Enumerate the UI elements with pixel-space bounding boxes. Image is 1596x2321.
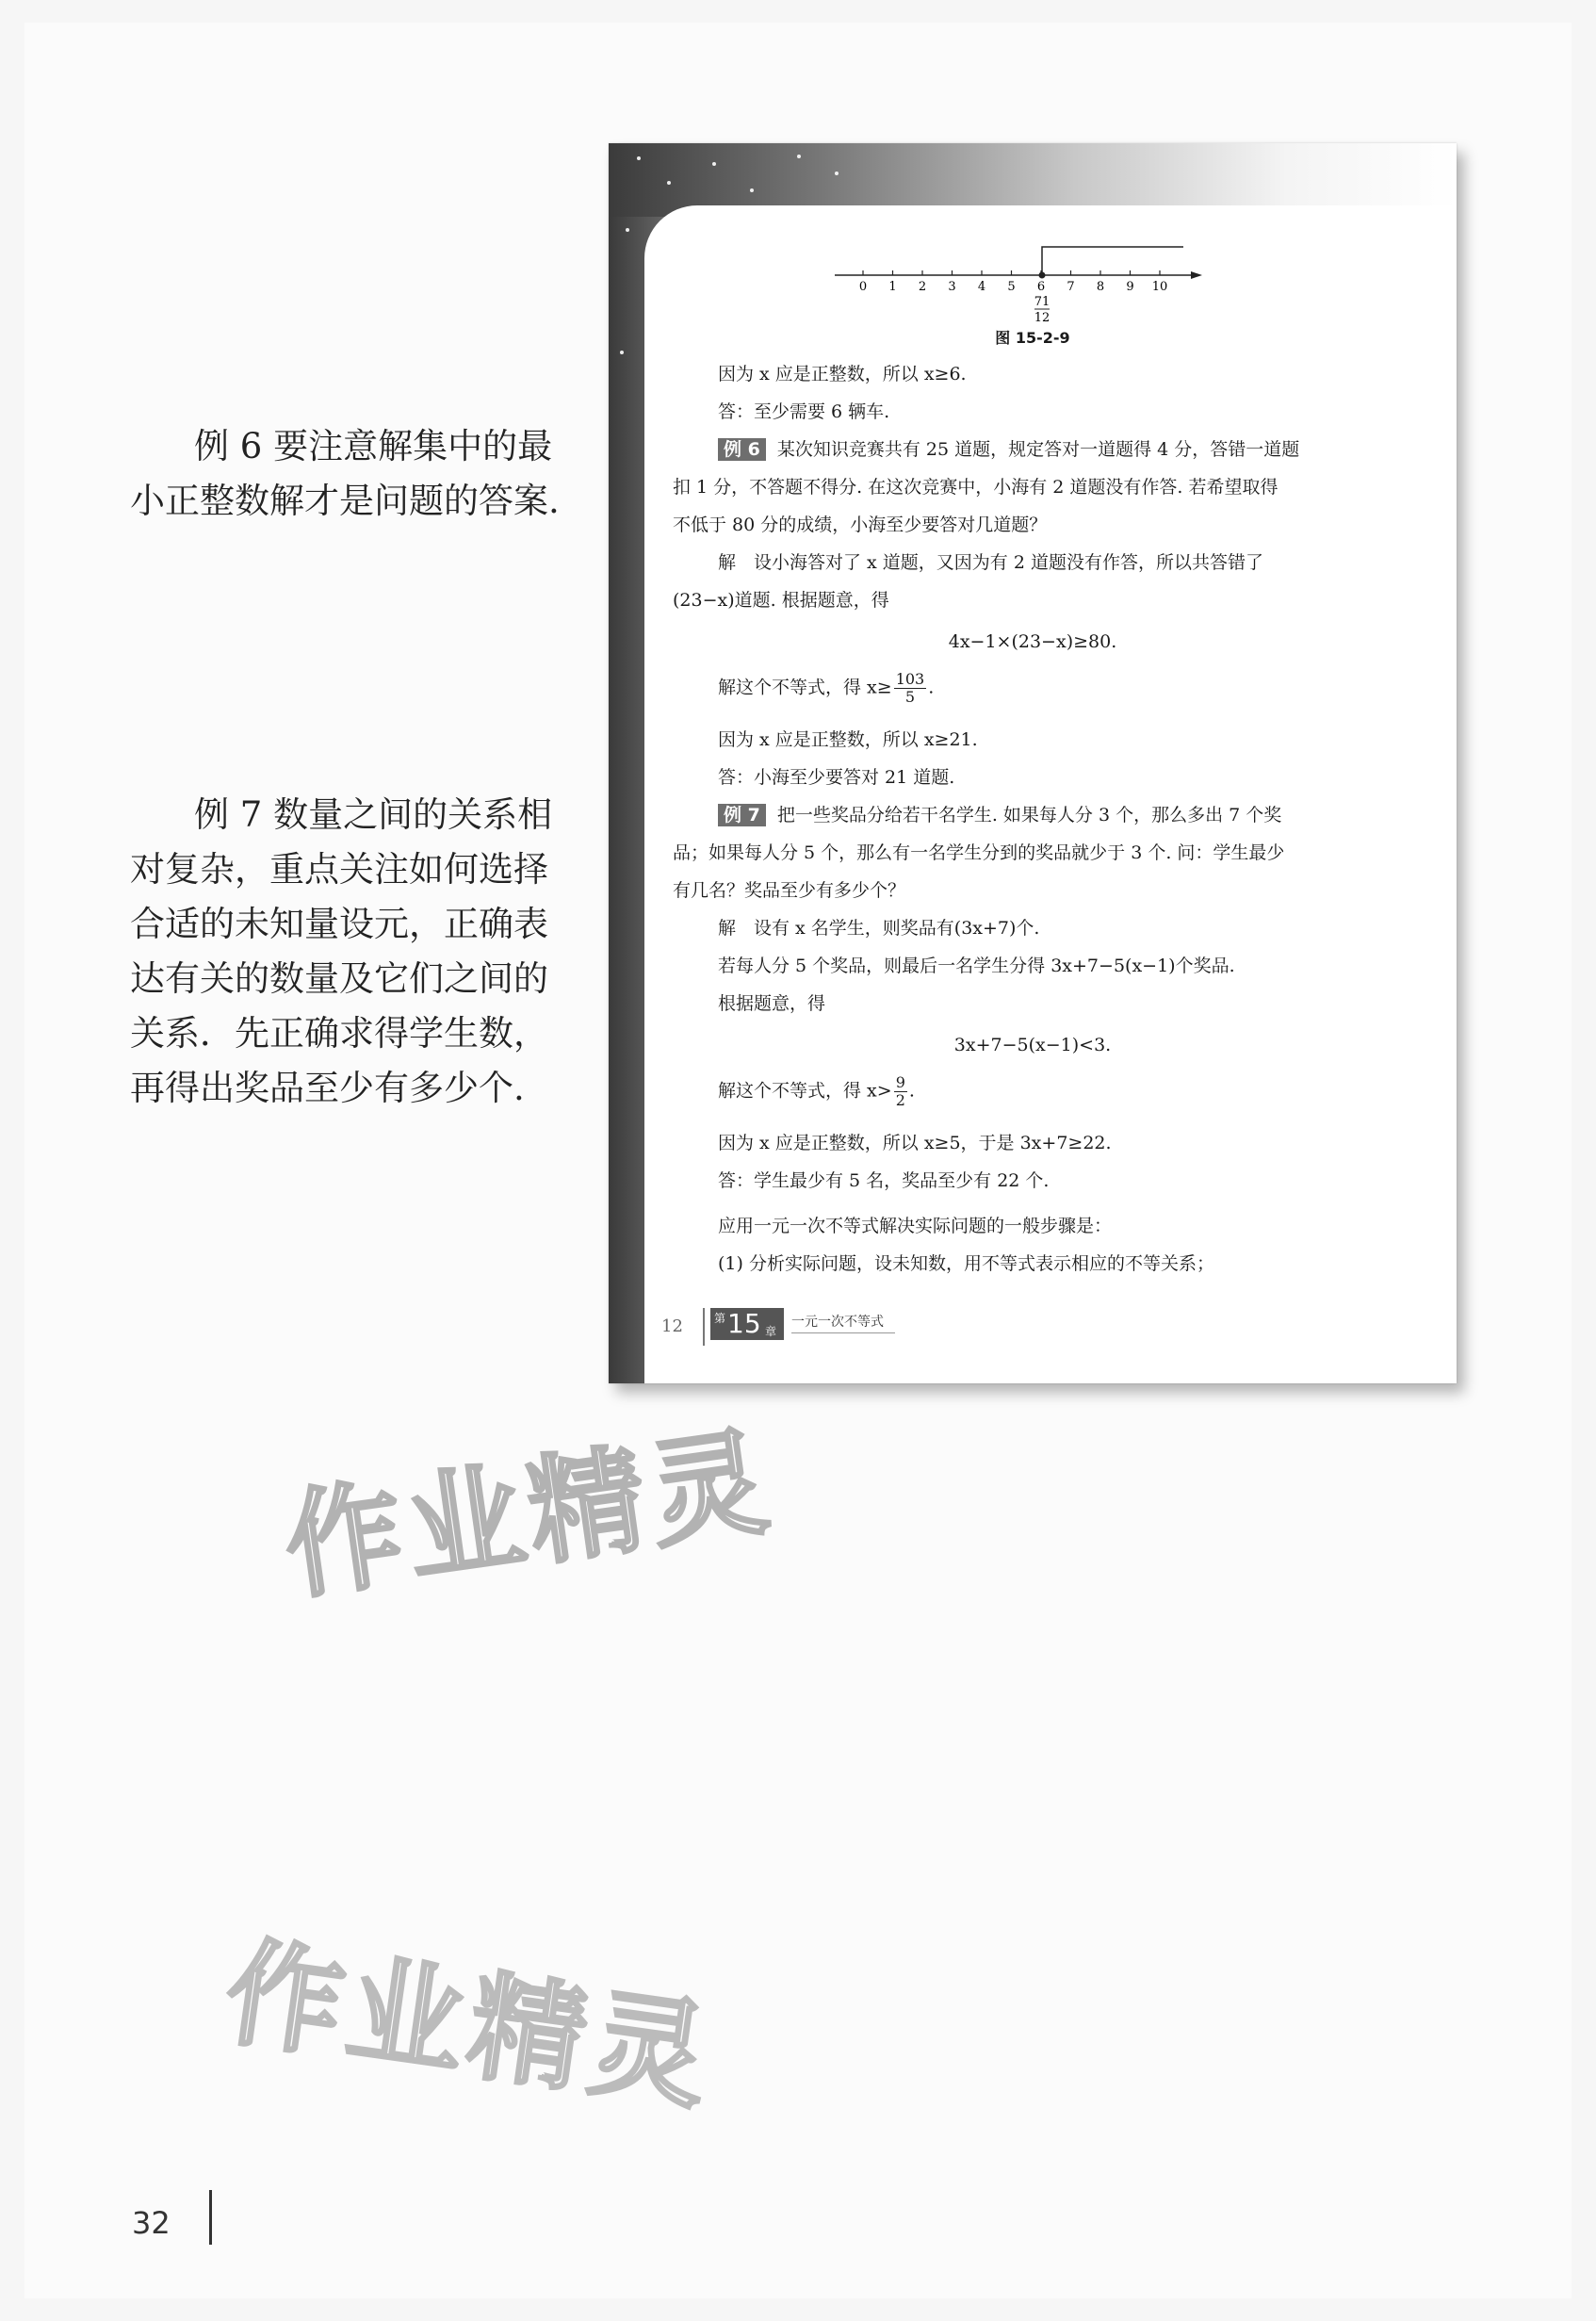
solution-6-line-1: 解 设小海答对了 x 道题，又因为有 2 道题没有作答，所以共答错了 (718, 552, 1263, 573)
example-6-line-2: 扣 1 分，不答题不得分. 在这次竞赛中，小海有 2 道题没有作答. 若希望取得 (673, 477, 1278, 498)
margin-note-example-7 (130, 788, 573, 1116)
note-6-text: 例 6 要注意解集中的最小正整数解才是问题的答案. (130, 426, 560, 521)
solution-6-line-3: 解这个不等式，得 x≥ $\frac{103}{5}$ . (718, 670, 935, 706)
solution-7-line-1: 解 设有 x 名学生，则奖品有(3x+7)个. (718, 918, 1040, 939)
example-7-line-2: 品；如果每人分 5 个，那么有一名学生分到的奖品就少于 3 个. 问：学生最少 (673, 842, 1285, 863)
page-number: 32 (132, 2205, 171, 2241)
example-6-line-3: 不低于 80 分的成绩，小海至少要答对几道题？ (673, 515, 1048, 535)
figure-caption: 图 15-2-9 (995, 329, 1070, 347)
tick-label: 2 (918, 280, 927, 294)
tick-label: 0 (858, 280, 868, 294)
page-number-rule (209, 2190, 212, 2245)
solution-endpoint (1039, 272, 1046, 279)
solution-7-line-4: 解这个不等式，得 x> $\frac{9}{2}$ . (718, 1073, 915, 1109)
tick-label: 8 (1096, 280, 1105, 294)
tick-label: 3 (948, 280, 956, 294)
watermark: 作业精灵 (217, 1924, 722, 2128)
example-6-tag: 例 6 (718, 438, 766, 461)
watermark: 作业精灵 (277, 1414, 782, 1617)
solution-6-line-4: 因为 x 应是正整数，所以 x≥21. (718, 729, 978, 750)
equation-7: 3x+7−5(x−1)<3. (953, 1035, 1112, 1055)
step-1: (1) 分析实际问题，设未知数，用不等式表示相应的不等关系； (718, 1253, 1214, 1274)
tick-label: 1 (888, 280, 897, 294)
solution-7-line-5: 因为 x 应是正整数，所以 x≥5，于是 3x+7≥22. (718, 1133, 1112, 1153)
tick-label: 5 (1007, 280, 1016, 294)
example-7-line-1: 例 7 把一些奖品分给若干名学生. 如果每人分 3 个，那么多出 7 个奖 (718, 803, 1281, 827)
chapter-title: 一元一次不等式 (791, 1312, 895, 1333)
inset-page-number: 12 (661, 1316, 683, 1336)
example-6-line-1: 例 6 某次知识竞赛共有 25 道题，规定答对一道题得 4 分，答错一道题 (718, 437, 1299, 462)
tick-label: 10 (1151, 280, 1168, 294)
steps-intro: 应用一元一次不等式解决实际问题的一般步骤是： (718, 1216, 1113, 1236)
solution-6-line-2: (23−x)道题. 根据题意，得 (673, 590, 889, 611)
example-7-line-3: 有几名？奖品至少有多少个？ (673, 880, 906, 901)
text-line: 因为 x 应是正整数，所以 x≥6. (718, 364, 967, 384)
solution-7-line-2: 若每人分 5 个奖品，则最后一名学生分得 3x+7−5(x−1)个奖品. (718, 956, 1235, 976)
textbook-page-image (609, 143, 1457, 1383)
text-line: 答：至少需要 6 辆车. (718, 401, 890, 422)
tick-label: 9 (1126, 280, 1134, 294)
equation-6: 4x−1×(23−x)≥80. (948, 631, 1117, 652)
margin-note-example-6 (130, 419, 573, 529)
example-7-tag: 例 7 (718, 804, 766, 826)
solution-7-line-3: 根据题意，得 (718, 993, 826, 1014)
tick-label: 7 (1067, 280, 1075, 294)
note-7-text: 例 7 数量之间的关系相对复杂，重点关注如何选择合适的未知量设元，正确表达有关的数量及它们之间的关系．先正确求得学生数，再得出奖品至少有多少个. (130, 794, 553, 1108)
solution-7-answer: 答：学生最少有 5 名，奖品至少有 22 个. (718, 1170, 1050, 1191)
marker-fraction-num: 71 (1034, 295, 1050, 309)
fraction-103-5: $\frac{103}{5}$ (895, 670, 925, 706)
tick-label: 4 (977, 280, 986, 294)
page-content (609, 143, 1457, 1383)
chapter-badge: 第 15 章 (710, 1308, 784, 1340)
marker-fraction-den: 12 (1034, 311, 1050, 325)
number-line-arrow (1191, 271, 1202, 279)
fraction-9-2: $\frac{9}{2}$ (895, 1073, 905, 1109)
solution-6-answer: 答：小海至少要答对 21 道题. (718, 767, 955, 788)
tick-label: 6 (1036, 280, 1046, 294)
solution-set-bracket (1042, 247, 1183, 275)
footer-divider (703, 1308, 705, 1346)
